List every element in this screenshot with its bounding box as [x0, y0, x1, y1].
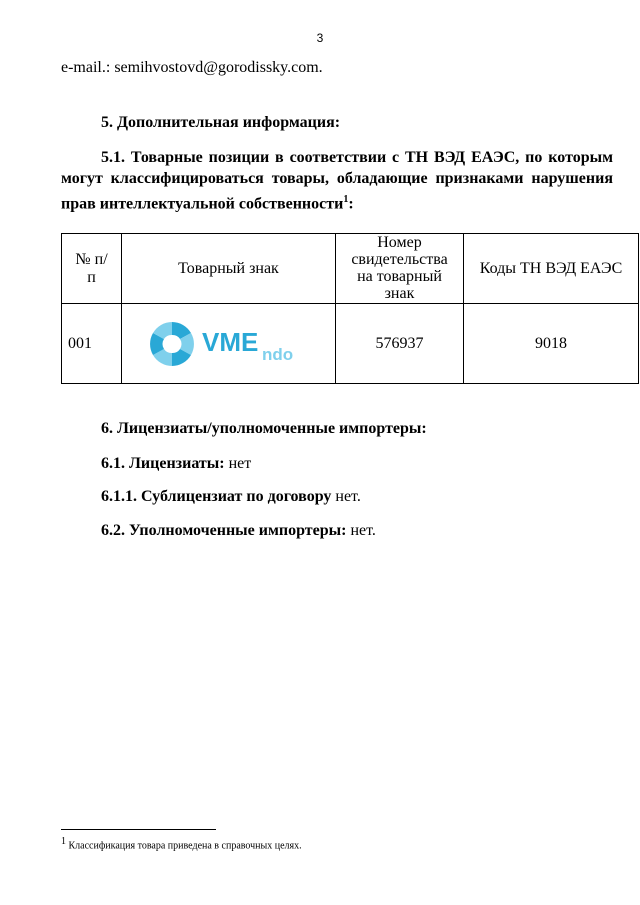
row-certificate: 576937: [336, 304, 464, 384]
logo-swirl-icon: [150, 322, 194, 366]
header-trademark: Товарный знак: [122, 234, 336, 304]
footnote: [61, 836, 302, 851]
header-num: № п/п: [62, 234, 122, 304]
section-6-1-value: нет: [224, 455, 252, 472]
section-6-2: [101, 522, 376, 540]
row-num: 001: [62, 304, 122, 384]
footnote-text: Классификация товара приведена в справочных целях.: [66, 840, 302, 852]
row-trademark: [122, 304, 336, 384]
section-5-heading: 5. Дополнительная информация:: [101, 114, 341, 131]
header-codes: Коды ТН ВЭД ЕАЭС: [464, 234, 639, 304]
logo-text-main: VME: [201, 326, 258, 357]
header-certificate: Номер свидетельства на товарный знак: [336, 234, 464, 304]
section-5-1-body: 5.1. Товарные позиции в соответствии с ТН ВЭД ЕАЭС, по которым могут классифицироваться товары, обладающие признаками нарушения прав интеллектуальной собственности: [61, 149, 613, 213]
footnote-separator: [61, 829, 216, 830]
section-6-2-label: 6.2. Уполномоченные импортеры:: [101, 522, 347, 539]
section-6-2-value: нет.: [346, 522, 376, 539]
section-6-1-1-label: 6.1.1. Сублицензиат по договору: [101, 488, 332, 505]
section-6-heading: 6. Лицензиаты/уполномоченные импортеры:: [101, 420, 427, 437]
table-row: [62, 304, 639, 384]
section-5-1-colon: :: [348, 195, 354, 213]
table-header-row: [62, 234, 639, 304]
section-6-1-label: 6.1. Лицензиаты:: [101, 455, 225, 472]
logo-text-sub: ndo: [261, 344, 293, 364]
footnote-number: 1: [61, 836, 66, 847]
section-6-1: [101, 455, 251, 473]
trademark-table: [61, 233, 639, 384]
page-number: 3: [316, 31, 324, 45]
row-codes: 9018: [464, 304, 639, 384]
email-line: e-mail.: semihvostovd@gorodissky.com.: [61, 59, 323, 76]
footnote-mark: 1: [343, 194, 349, 205]
vmendo-logo: [144, 319, 314, 369]
section-6-1-1: [101, 488, 361, 506]
section-5-1-text: [61, 147, 613, 214]
section-6-1-1-value: нет.: [331, 488, 361, 505]
